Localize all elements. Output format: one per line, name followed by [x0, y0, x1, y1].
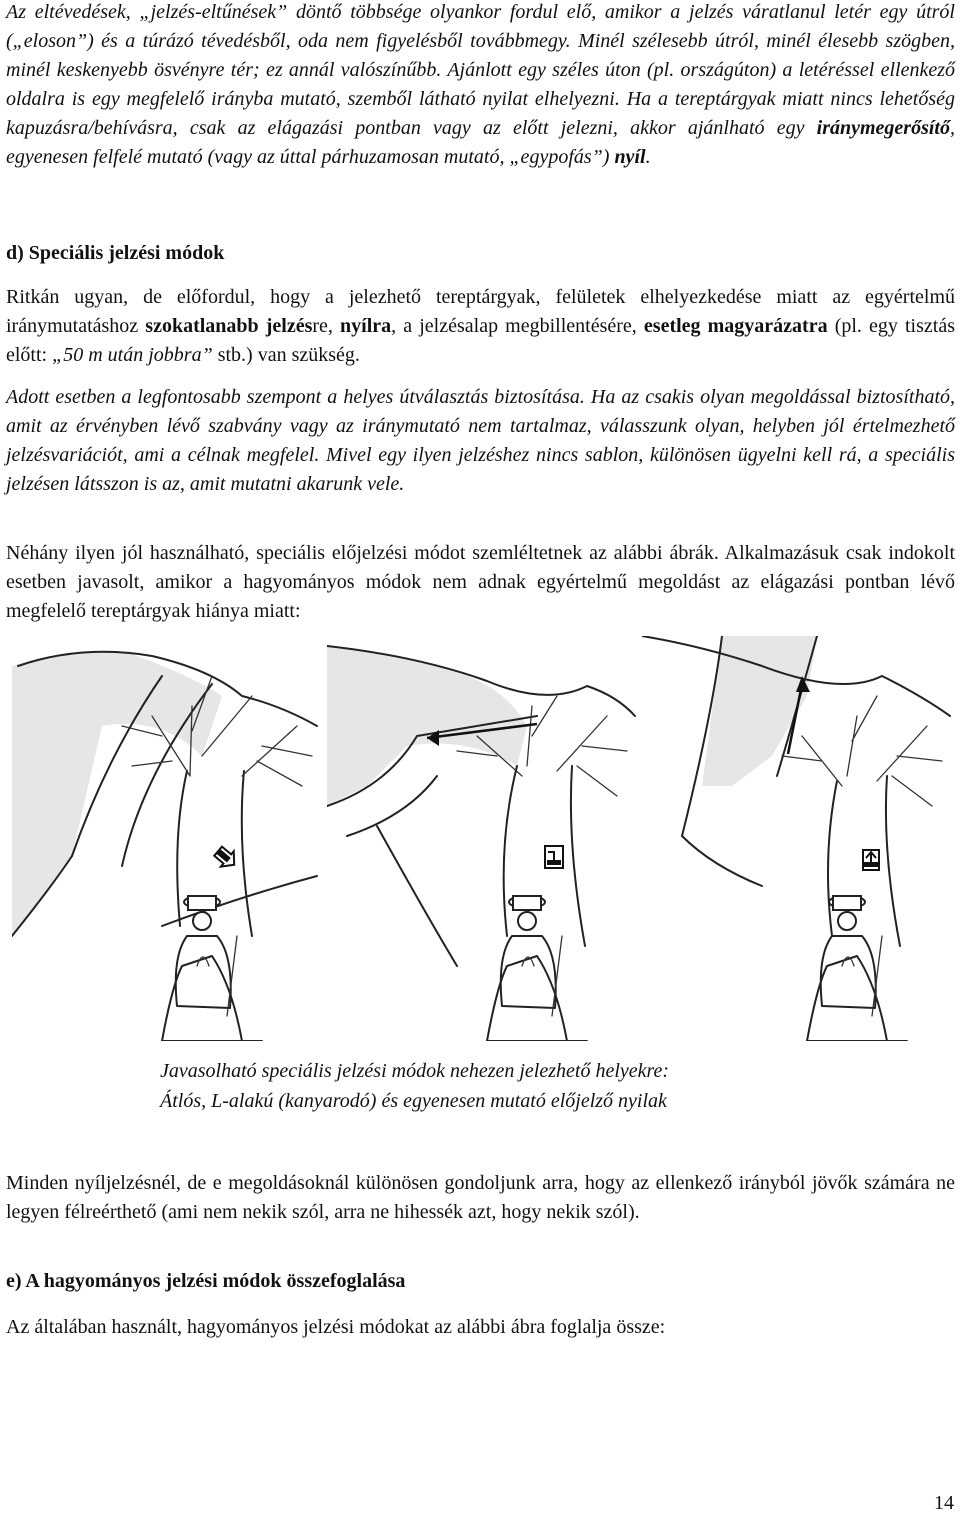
- special-bold-3: esetleg magyarázatra: [643, 315, 828, 337]
- illustration-diagonal-arrow: [12, 636, 322, 1041]
- page-number: 14: [934, 1492, 954, 1514]
- special-italic-1: „50 m után jobbra”: [52, 344, 213, 366]
- intro-text-3: .: [645, 146, 651, 168]
- special-text-1: Ritkán ugyan, de előfordul, hogy a jelezhető tereptárgyak, felületek elhelyezkedése miatt az egyértelmű iránymutatáshoz: [6, 286, 955, 337]
- intro-bold-2: nyíl: [614, 146, 646, 168]
- priority-paragraph: Adott esetben a legfontosabb szempont a helyes útválasztás biztosítása. Ha az csakis olyan megoldással biztosítható, amit az érvényben lévő szabvány vagy az iránymutató nem tartalmaz, válasszunk olyan, helyben jól értelmezhető jelzésvariációt, ami a célnak megfelel. Mivel egy ilyen jelzéshez nincs sablon, különösen ügyelni kell rá, a speciális jelzésen látsszon is az, amit mutatni akarunk vele.: [6, 386, 955, 495]
- illustration-l-shaped-arrow: [327, 636, 637, 1041]
- summary-intro-paragraph: Az általában használt, hagyományos jelzési módokat az alábbi ábra foglalja össze:: [6, 1316, 666, 1338]
- special-text-3: , a jelzésalap megbillentésére,: [391, 315, 644, 337]
- figure-caption-line-1: Javasolható speciális jelzési módok nehezen jelezhető helyekre:: [160, 1060, 670, 1082]
- examples-paragraph: Néhány ilyen jól használható, speciális előjelzési módot szemléltetnek az alábbi ábrák. Alkalmazásuk csak indokolt esetben javasolt, amikor a hagyományos módok nem adnak egyértelmű megoldást az elágazási pontban lévő megfelelő tereptárgyak hiánya miatt:: [6, 542, 955, 622]
- illustration-straight-arrow: [642, 636, 952, 1041]
- intro-text-1: Az eltévedések, „jelzés-eltűnések” döntő többsége olyankor fordul elő, amikor a jelzés váratlanul letér egy útról („eloson”) és a túrázó tévedésből, oda nem figyelésből továbbmegy. Minél szélesebb útról, minél élesebb szögben, minél keskenyebb ösvényre tér; ez annál valószínűbb. Ajánlott egy széles úton (pl. országúton) a letéréssel ellenkező oldalra is egy megfelelő irányba mutató, szemből látható nyilat elhelyezni. Ha a tereptárgyak miatt nincs lehetőség kapuzásra/behívásra, csak az elágazási pontban vagy az előtt jelezni, akkor ajánlható egy: [6, 1, 955, 139]
- section-heading-d: d) Speciális jelzési módok: [6, 242, 225, 264]
- special-paragraph: [6, 283, 955, 370]
- section-heading-e: e) A hagyományos jelzési módok összefoglalása: [6, 1270, 406, 1292]
- special-text-5: stb.) van szükség.: [212, 344, 360, 366]
- intro-paragraph: [6, 0, 955, 172]
- special-text-2: re,: [312, 315, 341, 337]
- arrow-warning-paragraph: Minden nyíljelzésnél, de e megoldásoknál különösen gondoljunk arra, hogy az ellenkező irányból jövők számára ne legyen félreérthető (ami nem nekik szól, arra ne hihessék azt, hogy nekik szól).: [6, 1172, 955, 1223]
- special-bold-1: szokatlanabb jelzés: [145, 315, 313, 337]
- special-bold-2: nyílra: [340, 315, 392, 337]
- intro-text-2: , egyenesen felfelé mutató (vagy az úttal párhuzamosan mutató, „egypofás”): [6, 117, 955, 168]
- special-text-4: (pl. egy tisztás előtt:: [6, 315, 955, 366]
- figure-caption-line-2: Átlós, L-alakú (kanyarodó) és egyenesen mutató előjelző nyilak: [160, 1090, 667, 1112]
- arrow-illustrations-figure: [12, 636, 952, 1041]
- intro-bold-1: iránymegerősítő: [816, 117, 950, 139]
